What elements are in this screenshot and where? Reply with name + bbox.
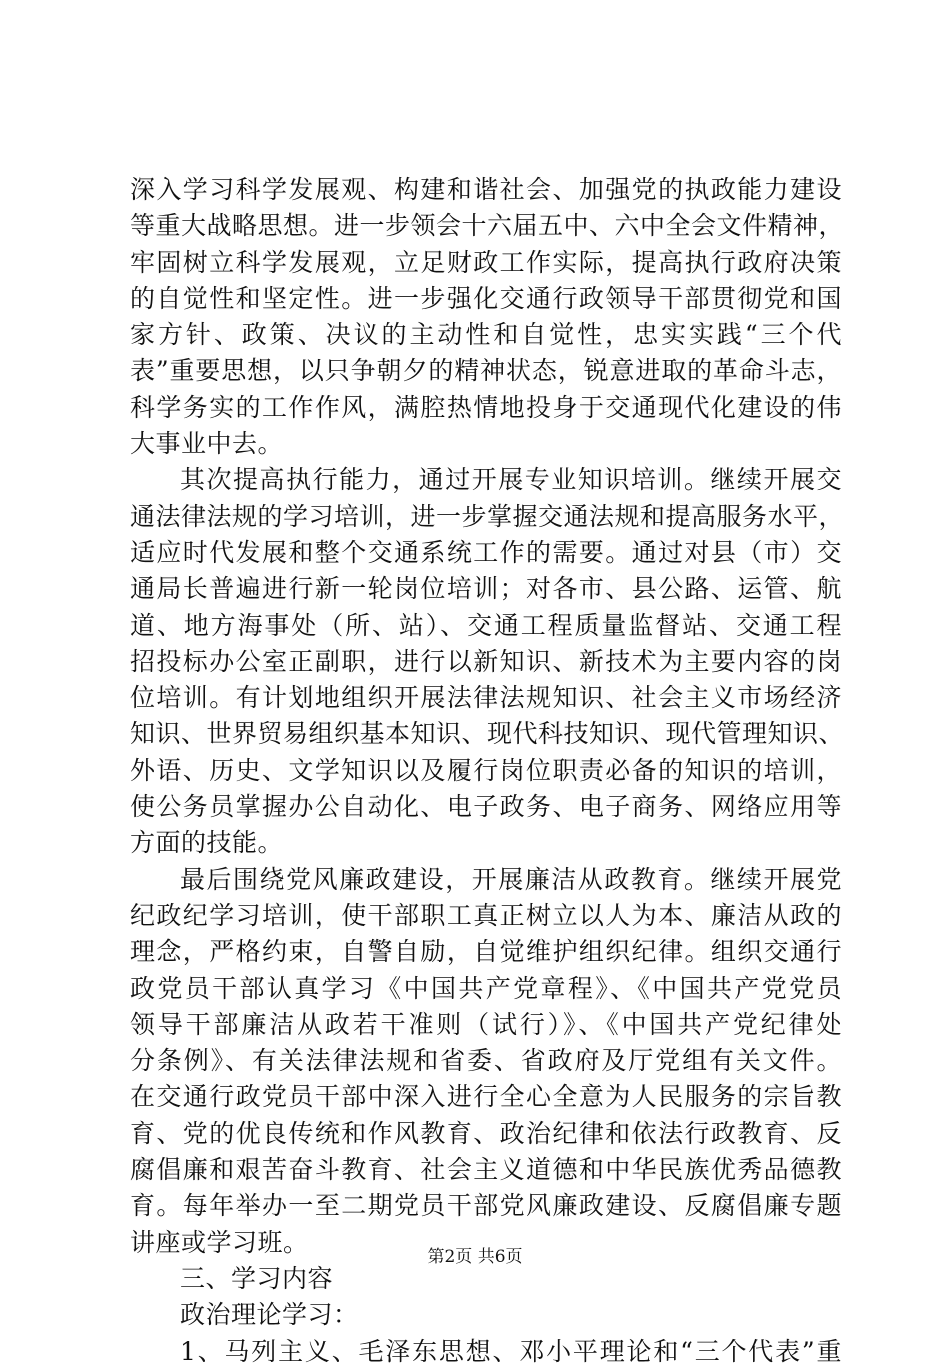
text-line: 政党员干部认真学习《中国共产党章程》、《中国共产党党员 bbox=[130, 973, 842, 1003]
text-line: 家方针、政策、决议的主动性和自觉性，忠实实践“三个代 bbox=[130, 320, 842, 350]
text-line: 的自觉性和坚定性。进一步强化交通行政领导干部贯彻党和国 bbox=[130, 283, 842, 313]
subsection-heading: 政治理论学习： bbox=[180, 1300, 359, 1330]
text-line: 位培训。有计划地组织开展法律法规知识、社会主义市场经济 bbox=[130, 683, 842, 713]
paragraph-start-line: 其次提高执行能力，通过开展专业知识培训。继续开展交 bbox=[180, 465, 842, 495]
text-line: 分条例》、有关法律法规和省委、省政府及厅党组有关文件。 bbox=[130, 1046, 842, 1076]
text-line: 在交通行政党员干部中深入进行全心全意为人民服务的宗旨教 bbox=[130, 1082, 842, 1112]
text-line: 讲座或学习班。 bbox=[130, 1227, 309, 1257]
text-line: 通局长普遍进行新一轮岗位培训；对各市、县公路、运管、航 bbox=[130, 574, 842, 604]
text-line: 表”重要思想，以只争朝夕的精神状态，锐意进取的革命斗志， bbox=[130, 356, 842, 386]
text-line: 大事业中去。 bbox=[130, 429, 284, 459]
text-line: 纪政纪学习培训，使干部职工真正树立以人为本、廉洁从政的 bbox=[130, 900, 842, 930]
text-line: 招投标办公室正副职，进行以新知识、新技术为主要内容的岗 bbox=[130, 646, 842, 676]
text-line: 使公务员掌握办公自动化、电子政务、电子商务、网络应用等 bbox=[130, 792, 842, 822]
list-item: 1、马列主义、毛泽东思想、邓小平理论和“三个代表”重 bbox=[180, 1336, 842, 1366]
section-heading: 三、学习内容 bbox=[180, 1263, 334, 1293]
text-line: 道、地方海事处（所、站）、交通工程质量监督站、交通工程 bbox=[130, 610, 842, 640]
text-line: 外语、历史、文学知识以及履行岗位职责必备的知识的培训， bbox=[130, 755, 842, 785]
text-line: 牢固树立科学发展观，立足财政工作实际，提高执行政府决策 bbox=[130, 247, 842, 277]
text-line: 等重大战略思想。进一步领会十六届五中、六中全会文件精神， bbox=[130, 211, 845, 241]
text-line: 理念，严格约束，自警自励，自觉维护组织纪律。组织交通行 bbox=[130, 937, 842, 967]
body-text bbox=[130, 172, 845, 1370]
page-footer: 第2页 共6页 bbox=[427, 1247, 523, 1267]
text-line: 科学务实的工作作风，满腔热情地投身于交通现代化建设的伟 bbox=[130, 392, 842, 422]
text-line: 深入学习科学发展观、构建和谐社会、加强党的执政能力建设 bbox=[130, 175, 842, 204]
text-line: 领导干部廉洁从政若干准则（试行）》、《中国共产党纪律处 bbox=[130, 1009, 842, 1039]
text-line: 育、党的优良传统和作风教育、政治纪律和依法行政教育、反 bbox=[130, 1118, 842, 1148]
paragraph-start-line: 最后围绕党风廉政建设，开展廉洁从政教育。继续开展党 bbox=[180, 864, 842, 894]
text-line: 适应时代发展和整个交通系统工作的需要。通过对县（市）交 bbox=[130, 537, 842, 567]
text-line: 腐倡廉和艰苦奋斗教育、社会主义道德和中华民族优秀品德教 bbox=[130, 1155, 842, 1185]
text-line: 通法律法规的学习培训，进一步掌握交通法规和提高服务水平， bbox=[130, 501, 845, 531]
text-line: 知识、世界贸易组织基本知识、现代科技知识、现代管理知识、 bbox=[130, 719, 845, 749]
text-line: 方面的技能。 bbox=[130, 828, 284, 858]
text-line: 育。每年举办一至二期党员干部党风廉政建设、反腐倡廉专题 bbox=[130, 1191, 842, 1221]
